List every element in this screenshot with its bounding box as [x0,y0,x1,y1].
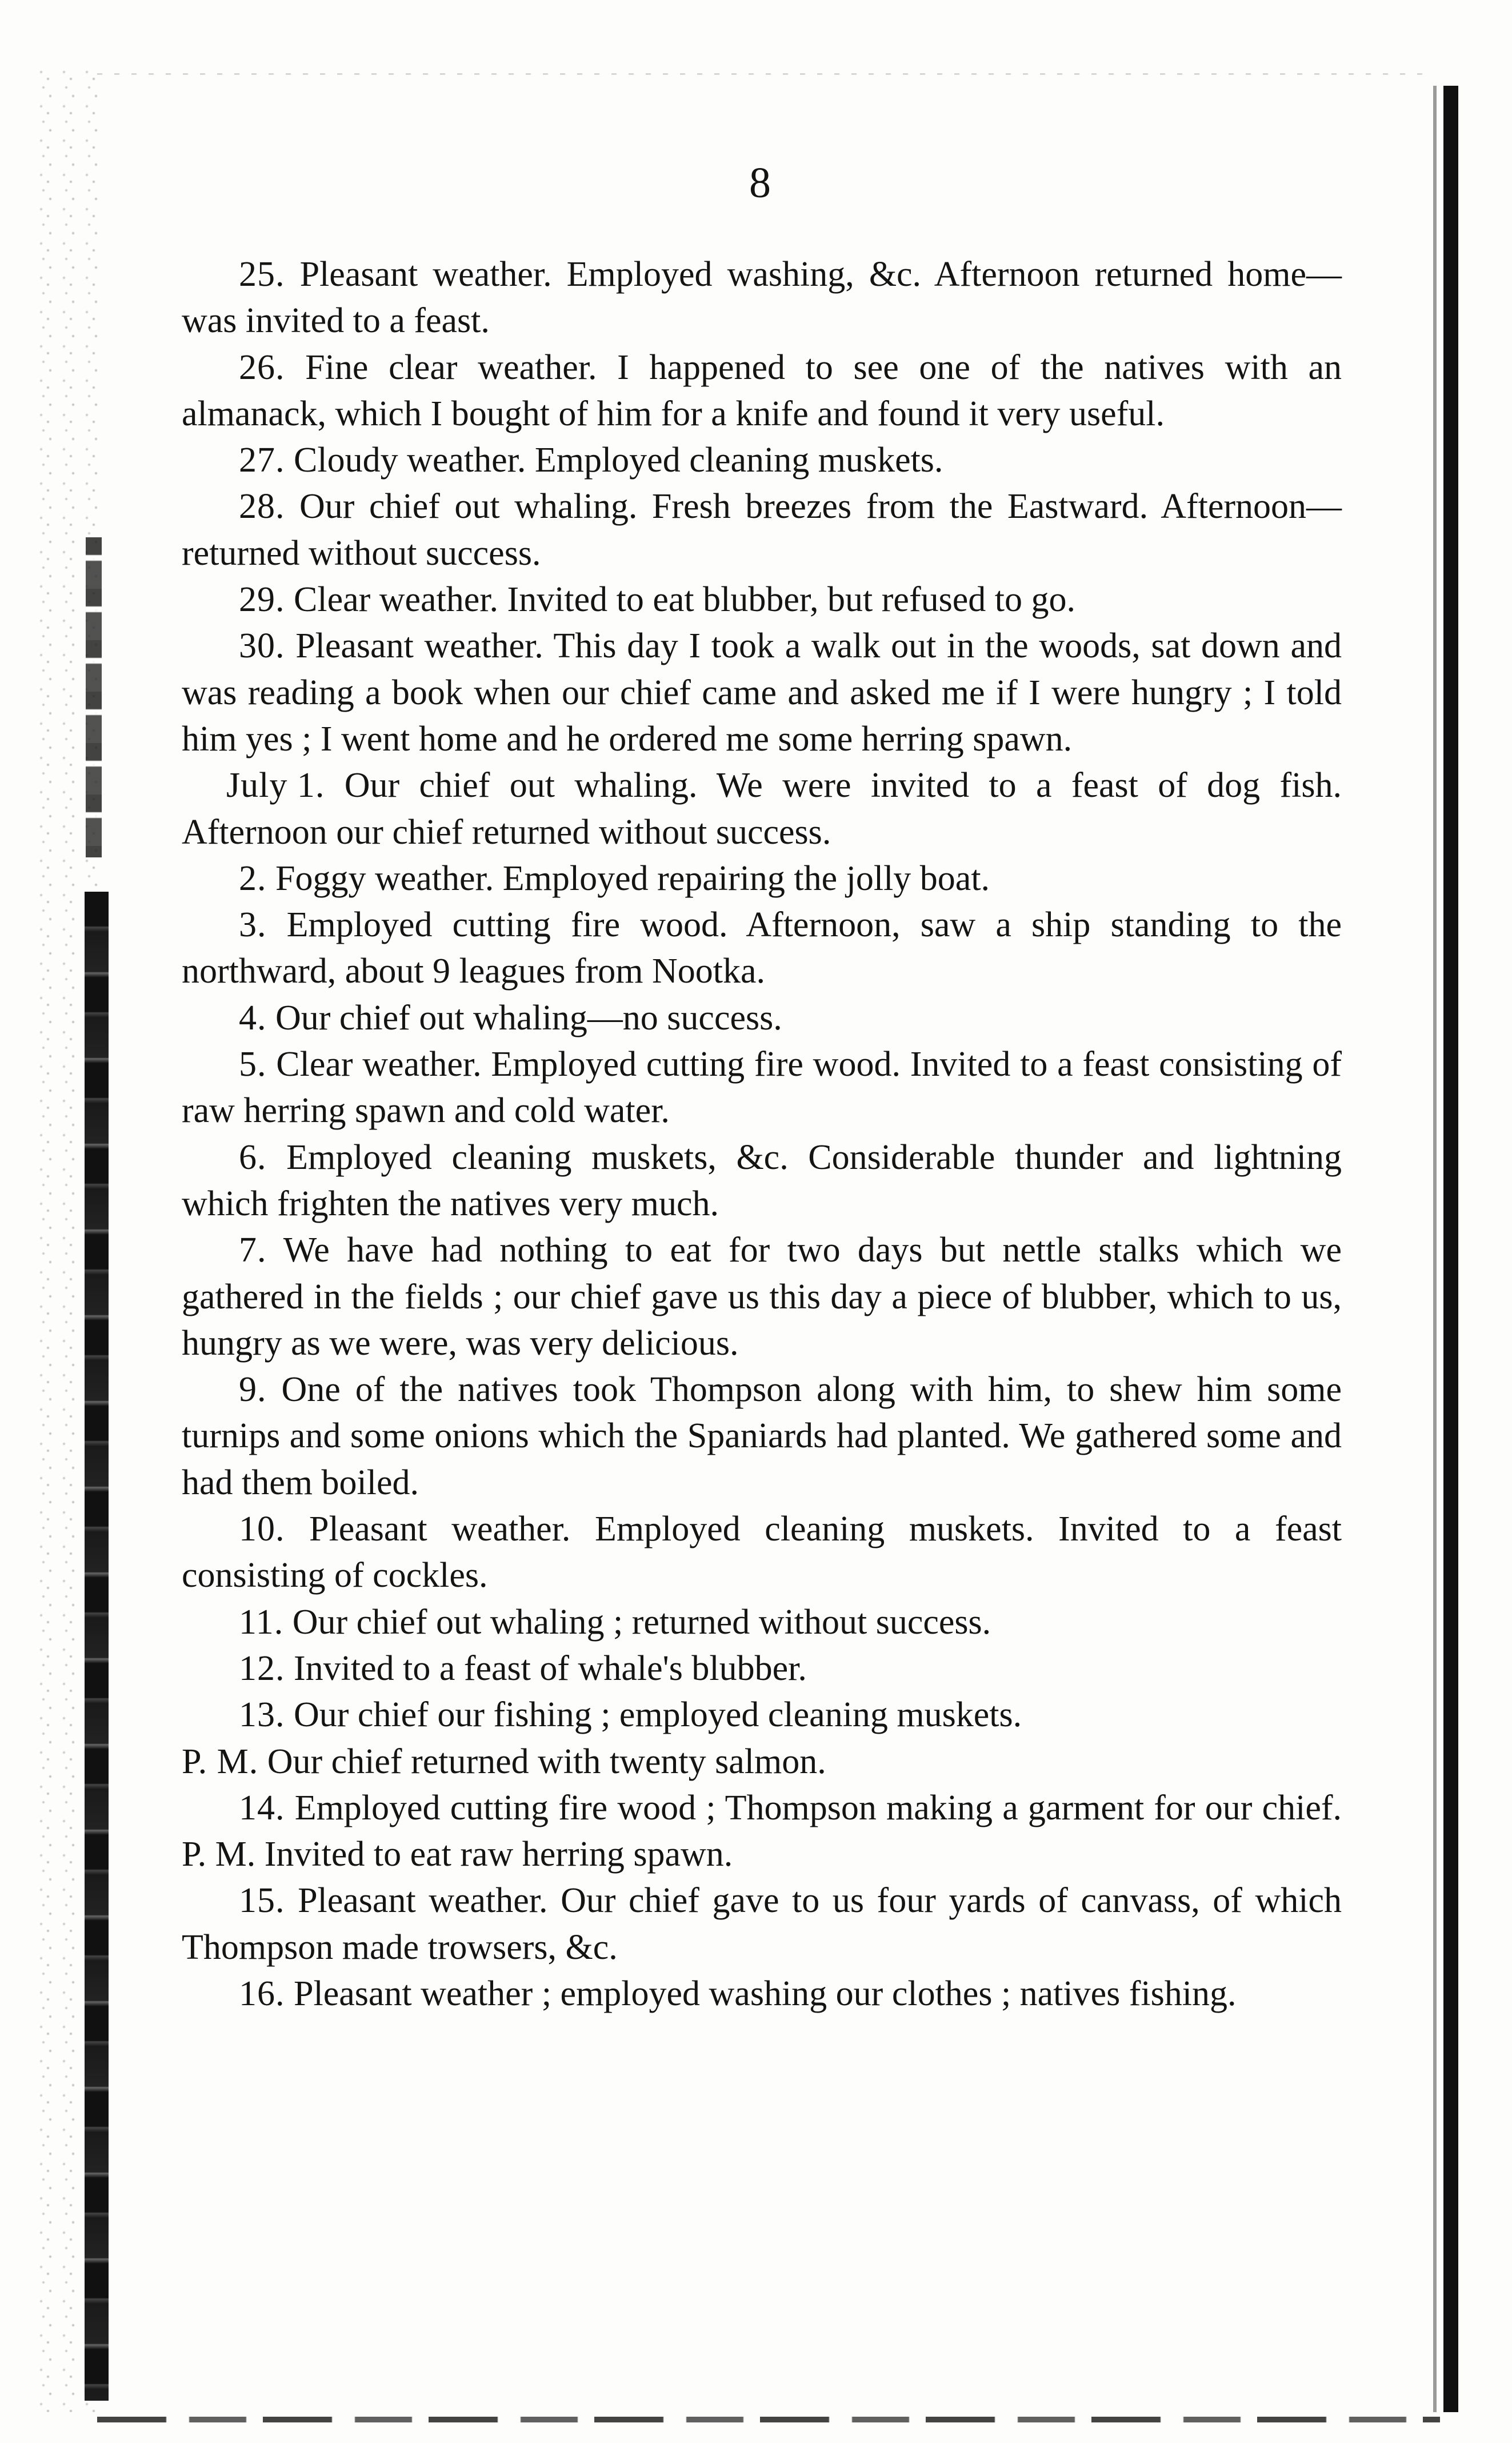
journal-entry [182,345,1342,438]
journal-entry [182,437,1342,484]
entry-date: 27. [239,441,285,480]
entry-date: 30. [239,626,285,666]
entry-text: We have had nothing to eat for two days but nettle stalks which we gathered in the fields ; our chief gave us this day a piece of blubber, which to us, hungry as we were, was very delicious. [182,1231,1342,1363]
journal-entry [182,1506,1342,1599]
entry-text: Pleasant weather. Employed cleaning muskets. Invited to a feast consisting of cockles. [182,1510,1342,1595]
entry-text: Employed cutting fire wood ; Thompson making a garment for our chief. P. M. Invited to eat raw herring spawn. [182,1788,1342,1874]
entry-date: 16. [239,1974,285,2013]
journal-entry [182,577,1342,623]
scan-left-binding-upper [86,537,102,857]
entry-date: 11. [239,1602,284,1642]
journal-entry [182,1971,1342,2017]
entry-text: Employed cleaning muskets, &c. Considerable thunder and lightning which frighten the natives very much. [182,1137,1342,1223]
entry-text: One of the natives took Thompson along with him, to shew him some turnips and some onions which the Spaniards had planted. We gathered some and had them boiled. [182,1370,1342,1502]
entry-text: Fine clear weather. I happened to see one of the natives with an almanack, which I bought of him for a knife and found it very useful. [182,348,1342,433]
entry-date: 29. [239,580,285,620]
journal-entry [182,902,1342,995]
entry-text: Clear weather. Invited to eat blubber, but refused to go. [294,580,1075,620]
entry-date: 5. [239,1045,267,1084]
scan-top-edge [97,73,1429,75]
journal-entry [182,1227,1342,1367]
scan-right-shadow [1433,86,1437,2412]
entry-text: Clear weather. Employed cutting fire wood. Invited to a feast consisting of raw herring spawn and cold water. [182,1045,1342,1131]
entry-date: 10. [239,1510,285,1549]
entry-date: 7. [239,1231,267,1270]
entry-date: 6. [239,1137,267,1177]
entry-date: 28. [239,487,285,526]
journal-entry [182,1646,1342,1692]
entry-text: Pleasant weather. Our chief gave to us four yards of canvass, of which Thompson made trowsers, &c. [182,1881,1342,1967]
journal-entry [182,995,1342,1041]
entry-text: Invited to a feast of whale's blubber. [294,1648,807,1688]
scan-right-edge [1443,86,1458,2412]
journal-entry [182,1599,1342,1646]
journal-entry [182,1878,1342,1971]
journal-entry [182,1739,1342,1785]
entry-date: 13. [239,1695,285,1735]
journal-entry [182,252,1342,345]
entry-date: P. M. [182,1742,259,1781]
journal-text [182,252,1342,2017]
journal-entry [182,1041,1342,1135]
entry-date: July 1. [226,766,325,805]
entry-text: Pleasant weather. Employed washing, &c. Afternoon returned home—was invited to a feast. [182,255,1342,341]
entry-text: Our chief out whaling ; returned without success. [292,1602,991,1642]
entry-text: Pleasant weather. This day I took a walk out in the woods, sat down and was reading a book when our chief came and asked me if I were hungry ; I told him yes ; I went home and he ordered me some herring spawn. [182,626,1342,759]
entry-date: 25. [239,255,285,294]
scan-left-binding [85,892,109,2401]
entry-date: 15. [239,1881,285,1921]
entry-date: 12. [239,1648,285,1688]
journal-entry [182,1367,1342,1506]
entry-text: Employed cutting fire wood. Afternoon, saw a ship standing to the northward, about 9 leagues from Nootka. [182,905,1342,991]
journal-entry [182,623,1342,763]
entry-date: 3. [239,905,267,945]
entry-text: Our chief returned with twenty salmon. [267,1742,826,1781]
entry-text: Foggy weather. Employed repairing the jolly boat. [275,859,990,898]
journal-entry [182,1135,1342,1228]
entry-text: Our chief out whaling—no success. [275,998,782,1037]
journal-entry [182,1692,1342,1738]
journal-entry [182,484,1342,577]
entry-date: 14. [239,1788,285,1827]
entry-date: 4. [239,998,267,1037]
entry-text: Pleasant weather ; employed washing our clothes ; natives fishing. [294,1974,1237,2013]
entry-text: Our chief our fishing ; employed cleaning muskets. [294,1695,1022,1735]
entry-text: Our chief out whaling. We were invited to a feast of dog fish. Afternoon our chief returned without success. [182,766,1342,852]
entry-text: Our chief out whaling. Fresh breezes from the Eastward. Afternoon—returned without success. [182,487,1342,573]
journal-entry [182,1785,1342,1878]
entry-date: 26. [239,348,285,387]
entry-date: 9. [239,1370,267,1410]
journal-entry [182,763,1342,856]
entry-text: Cloudy weather. Employed cleaning muskets. [294,441,943,480]
scan-bottom-edge [97,2417,1440,2422]
entry-date: 2. [239,859,267,898]
page-number: 8 [749,159,771,207]
journal-entry [182,856,1342,902]
